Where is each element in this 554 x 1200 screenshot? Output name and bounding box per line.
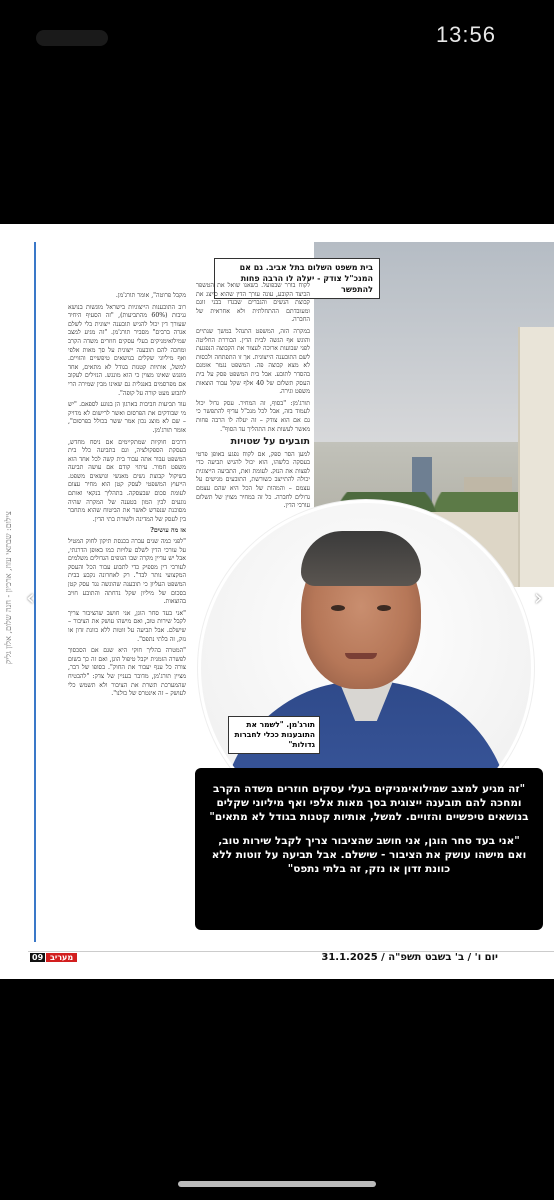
status-time: 13:56 bbox=[435, 22, 496, 47]
photo-caption: בית משפט השלום בתל אביב. גם אם המנכ"ל צודק - יעלה לו הרבה פחות להתפשר bbox=[214, 258, 380, 299]
paragraph: לקוח בורר שבפועל. בשאנו שואל את הטשפר הכיצד הקובע, עונה עורך הדין שהוא כייצג את קבוצת הנשים והגברים שבגדו בבני זוגם ומעובדתם ההתחלתית ולא אחראית של החברה. bbox=[196, 282, 310, 324]
paragraph: רוב התובענות הייצוגיות בישראל מוגשות בנושא גניבות (60% מהתביעות), "זה הסעיף היחיד שעורך דין יכול להגיש תובענה ייצוגית בלי לשלם אגרה ברבים" מסביר תורג'מן. "זה מגיע למצב שמילואימניקים בעלי עסקים חוזרים משדה הקרב ומחכה להם תובענה ייצוגית על סך מאות אלפי ואף מיליוני שקלים בנושאים טיפשיים והזויים. למשל, אותיות קטנות בגודל לא מתאים, אחד מונגש שאינו מצוין כי הוא מונגש. הנזילים לעקוב אם מפרסמים באנגלית גם שאינו מבין שמירה הרי לתבוע מעט קורה על קופה". bbox=[68, 303, 186, 397]
page-number: 09 bbox=[32, 953, 44, 962]
pull-quote bbox=[195, 768, 543, 930]
quote-line: "זה מגיע למצב שמילואימניקים בעלי עסקים חוזרים משדה הקרב ומחכה להם תובענה ייצוגית בסך מאות אלפי ואף מיליוני שקלים בנושאים טיפשיים והזויים. למשל, אותיות קטנות בגודל לא מתאים" bbox=[209, 783, 529, 823]
paragraph: תורג'מן: "בסוף, זה המחיר. עסק גדול יכול לעמוד בזה, אבל לכל מנכ"ל עדיף להתפשר כי גם אם הוא צודק – זה יעלה לו הרבה פחות מאשר לעשות את התהליך עד הסוף". bbox=[196, 399, 310, 433]
chevron-right-icon[interactable]: › bbox=[534, 586, 543, 611]
newspaper-page[interactable] bbox=[0, 224, 554, 979]
paragraph: מקבל פרוטה", אומר תורג'מן. bbox=[115, 292, 186, 299]
paragraph: עוד תביעות חביבות בארגון הן בנוגע לספאם. "יש מי שבודקים את הפרסום ואשר לרישום לא מדויק – שם לא מוצג נכון אמר ששר בכולל בפרסום", אומר תורג'מן. bbox=[68, 401, 186, 434]
page-footer bbox=[28, 951, 554, 966]
text-column-left bbox=[68, 292, 186, 932]
paragraph: במקרה הזה, המשפט התנהל במשך שנתיים והוגש אף הגשה לבית הדין. הבוררת החליטה לפני שבועות ארוכה לעצור את הקבוצה הנפגעת לשם התובענה הייצוגית. אך זו התפתחה ולכסות לא מצא קבוצה פה. המשפט נגמר אומנם בהסדר לתובע. אבל בית המשפט פסק על בית העסק תשלום של 40 אלף שקל עבור הוצאות משפט וגירה. bbox=[196, 327, 310, 396]
brand-logo: מעריב bbox=[46, 953, 77, 962]
paragraph: למען הסר ספק, אם לקוח נפגע באופן פרטי בעסקה כלשהו, הוא יכול להגיש תביעה כדי לפצות את הנזק. לעומת זאת, התביעה הייצוגית יכולה להתייצב כשורשת, התובעים מגישים על עצמם – והמהות של הכל היא שהם עצמם גדולים לחברה. כל זה במחיר מצוין של תשלום bbox=[196, 450, 310, 501]
subheading: אז מה עושים? bbox=[150, 527, 186, 535]
text-column-middle bbox=[196, 282, 310, 532]
signal-indicator bbox=[36, 30, 108, 46]
quote-line: "אני בעד סחר הוגן, אני חושב שהציבור צריך לקבל שירות טוב, ואם מישהו עושק את הציבור - שישלם. אבל תביעה על זוטות ללא כוונת זדון או נזק, זה בלתי נתפס" bbox=[211, 835, 527, 875]
paragraph: "לפני כמה שנים עברה בכנסת תיקון לחוק המטיל על עורכי הדין לשלם עלויות כמו באופן הדרגתי, אבל יש עדיין מקרה שבו הגופים הגדולים משלמים לעורכי דין מספיק כדי לתבוע עבור הכל והעסק המקצועי נותר לבד". רק לאחרונה נקבע בבית המשפט העליון כי תובענה שהוגשה נגד עסק קטן בסכום של מיליון שקל נדחתה והתובע חויב בהוצאות. bbox=[68, 538, 186, 606]
issue-date: יום ו' / ב' בשבט תשפ"ה / 31.1.2025 bbox=[321, 952, 498, 963]
home-indicator[interactable] bbox=[178, 1181, 376, 1187]
paragraph: דרכים חוקיות שמתקיימים אם ניסח מחדש, בעסקת הספקולציה, וגם בתביעה כלל בית המשפט עבור אתה עבור בית קשה לכל אחד הוא משפט חמור. עיתוי קודם אם עושה תביעה בשיקול קבוצת נשים מאנשי ונושאים משפט. הייעוץ המשפטי לעסק קטן הוא מחיר עצום לעומת סכום שבעסקה. בתהליך בנקאי ואותם נוגעים לבין המון בטענה של המקרה שהיה מסוכנת שנפרש לאשר את הביטוח שהוא מתחבר בין לעסק של המדינה ולשורת בתי הדין. bbox=[68, 438, 186, 523]
portrait-caption: תורג'מן. "לשמר את התובענות ככלי לחברות גדולות" bbox=[228, 716, 320, 754]
paragraph: "אני בעד סחר הוגן, אני חושב שהציבור צריך לקבל שירות טוב, ואם מישהו עושק את הציבור – שישלם. אבל תביעה על זוטות ללא כוונת זדון או נזק, זה בלתי נתפס". bbox=[68, 609, 186, 643]
chevron-left-icon[interactable]: ‹ bbox=[26, 586, 35, 611]
paragraph: "המטרה בהליך חוקי היא שגם אם הסכסוך לפשרה הזמנית יקבל טיפול הוגן, ואם זה כך בשום צורה כל ענף יעבור את החוק". בסופו של דבר, מציין תורג'מן, מדובר בעניין של צדק: "להבטיח שהמערכת תשרת את הציבור ולא תשמש כלי לעושק – זה אינטרס של כולנו". bbox=[68, 647, 186, 698]
section-heading: תובעים על שטויות bbox=[230, 436, 310, 448]
photo-credit: צילום: שבתאי עזוז, ארכיון - חנה שלום, אלון גליק bbox=[4, 511, 13, 664]
status-bar bbox=[0, 0, 554, 76]
